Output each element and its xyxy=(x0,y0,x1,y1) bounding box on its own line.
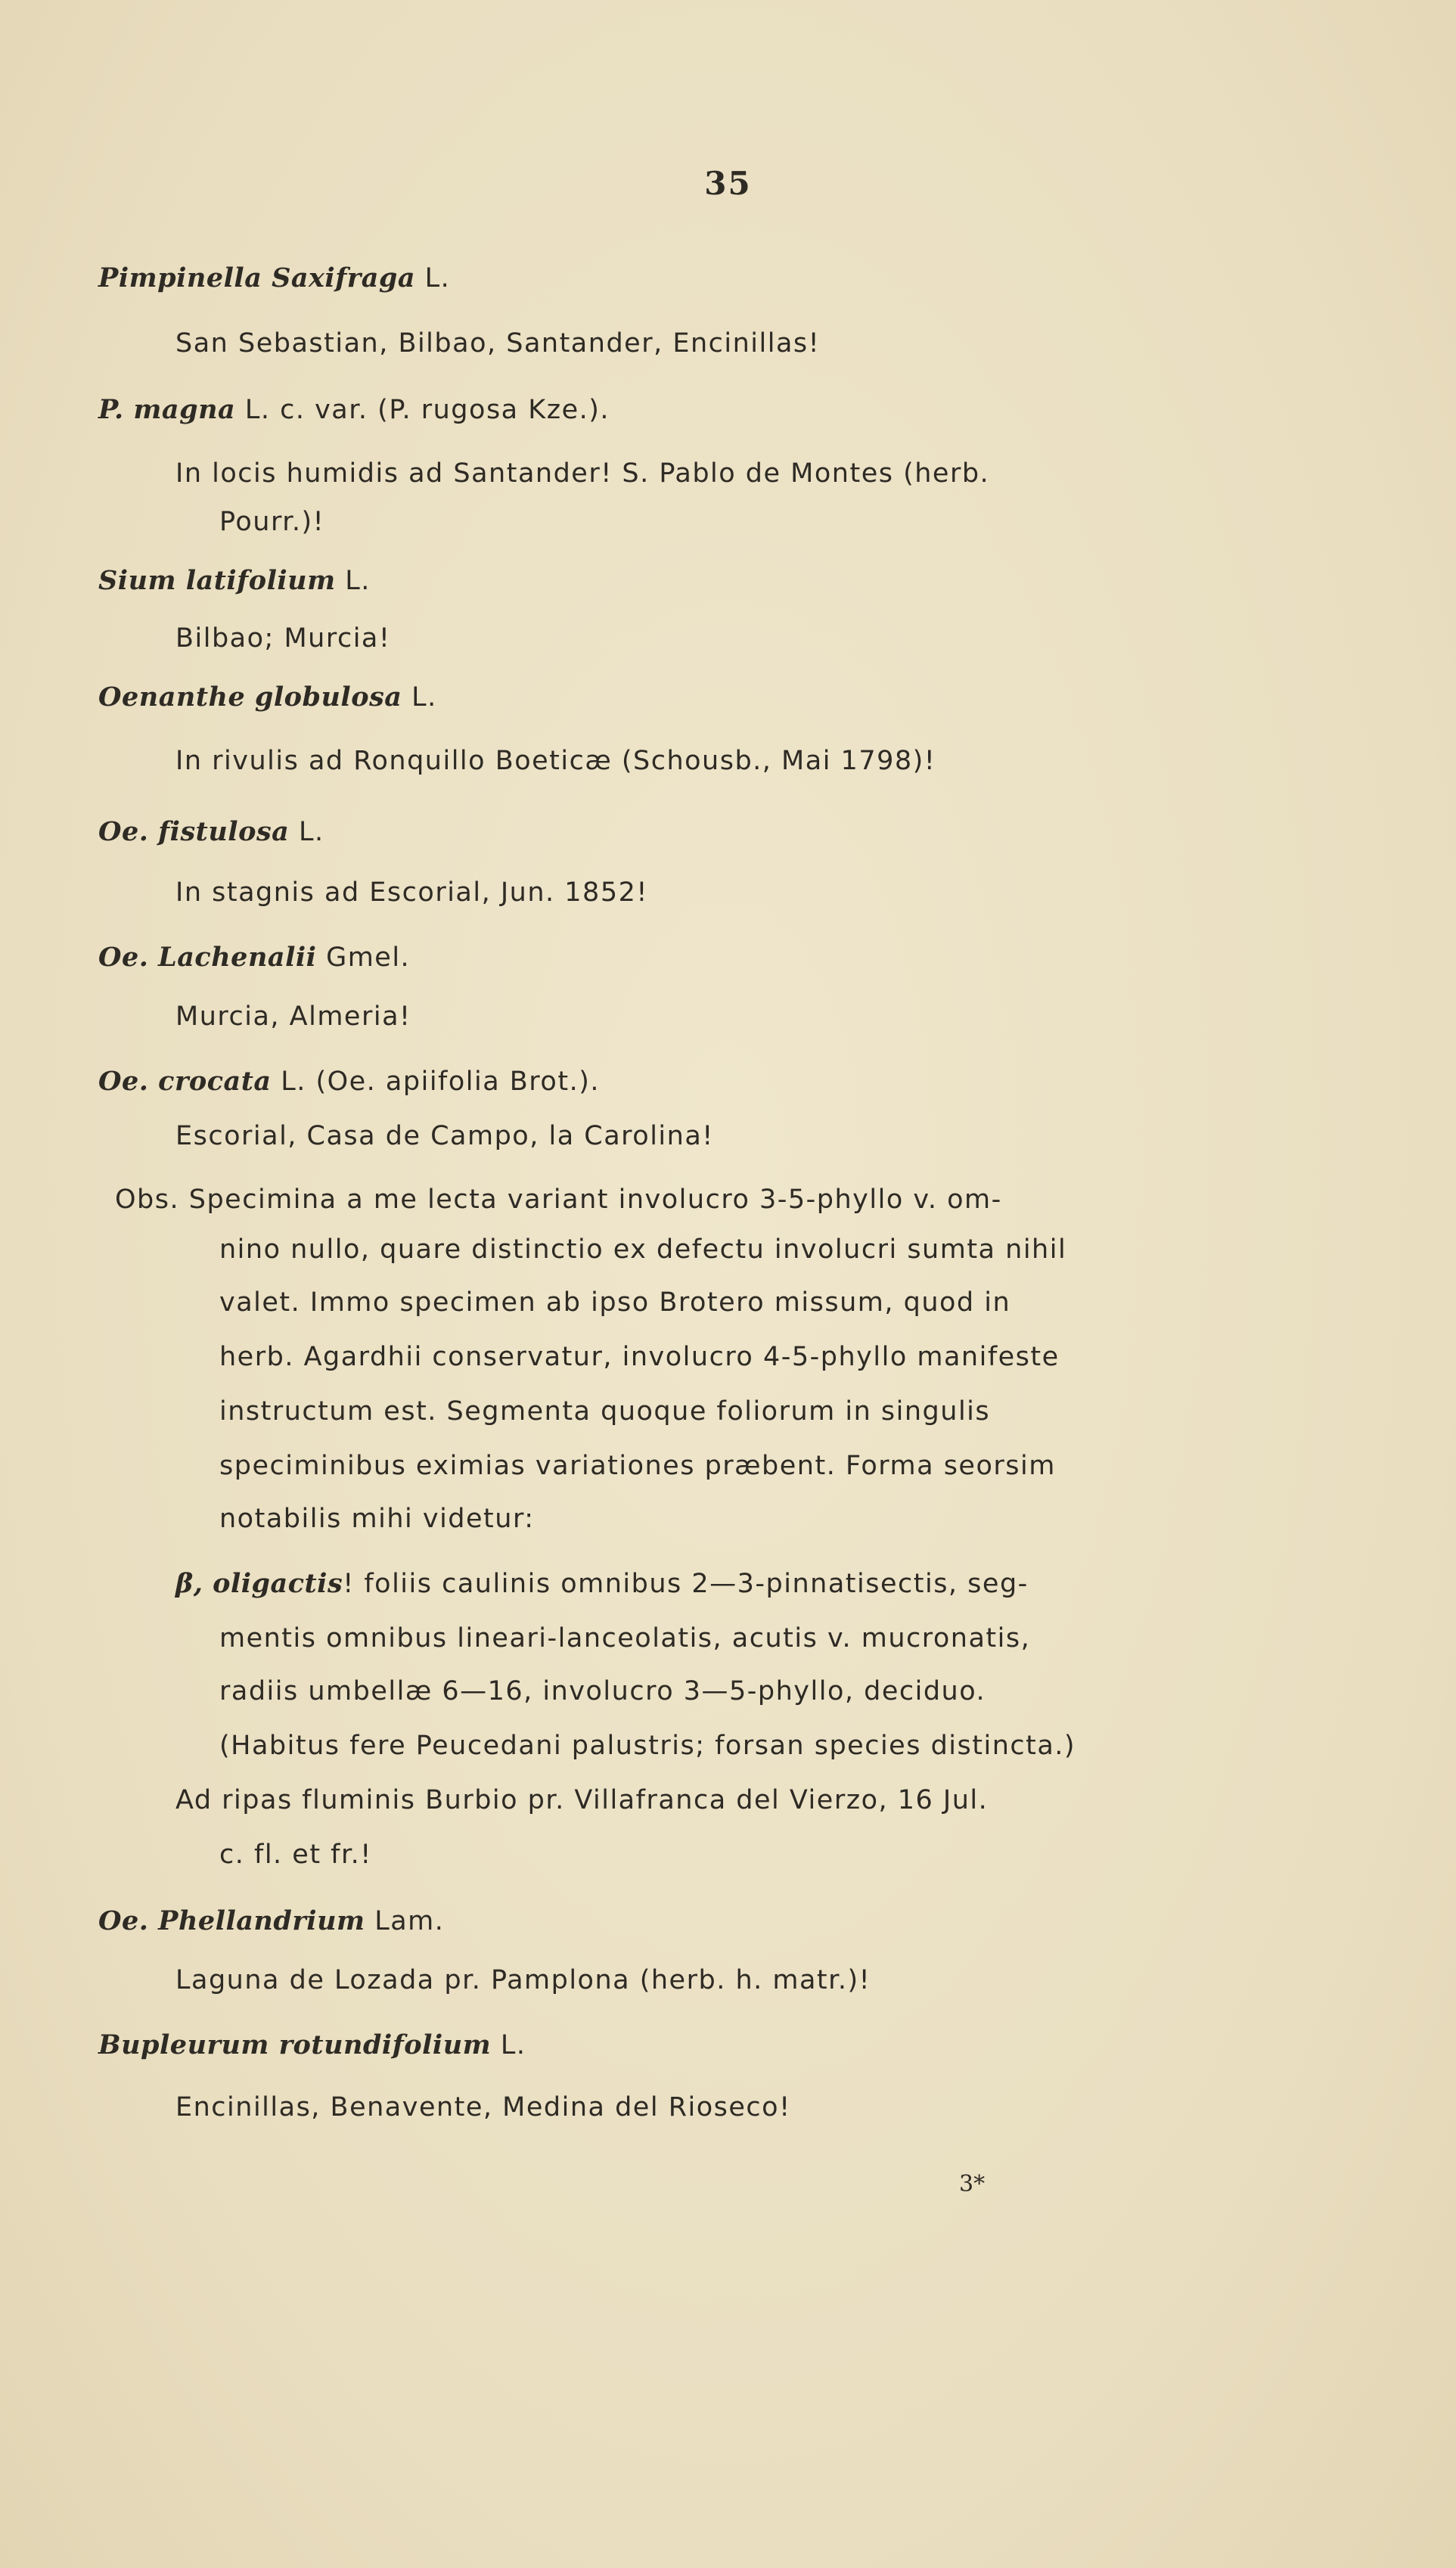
entry-locality: Escorial, Casa de Campo, la Carolina! xyxy=(175,1121,714,1151)
observation-text: valet. Immo specimen ab ipso Brotero missum, quod in xyxy=(219,1287,1011,1318)
entry-locality: Murcia, Almeria! xyxy=(175,1001,411,1032)
entry-locality: In stagnis ad Escorial, Jun. 1852! xyxy=(175,877,648,908)
entry-heading: Oe. Lachenalii Gmel. xyxy=(98,942,411,973)
observation-text: notabilis mihi videtur: xyxy=(219,1504,535,1534)
entry-heading: Pimpinella Saxifraga L. xyxy=(98,262,451,293)
variety-locality: c. fl. et fr.! xyxy=(219,1840,372,1870)
entry-heading: Sium latifolium L. xyxy=(98,565,371,596)
observation-text: nino nullo, quare distinctio ex defectu involucri sumta nihil xyxy=(219,1234,1067,1265)
entry-heading: Oe. Phellandrium Lam. xyxy=(98,1905,445,1936)
entry-locality: Encinillas, Benavente, Medina del Rioseco! xyxy=(175,2092,791,2122)
variety-description: (Habitus fere Peucedani palustris; forsan species distincta.) xyxy=(219,1731,1076,1761)
page-number: 35 xyxy=(704,165,752,202)
entry-locality: In rivulis ad Ronquillo Boeticæ (Schousb., Mai 1798)! xyxy=(175,746,936,776)
observation-text: speciminibus eximias variationes præbent. Forma seorsim xyxy=(219,1451,1056,1481)
entry-locality: Pourr.)! xyxy=(219,507,325,537)
variety-description: β, oligactis! foliis caulinis omnibus 2—3-pinnatisectis, seg- xyxy=(175,1568,1029,1599)
entry-locality: San Sebastian, Bilbao, Santander, Encinillas! xyxy=(175,328,821,359)
observation-text: Obs. Specimina a me lecta variant involucro 3-5-phyllo v. om- xyxy=(115,1185,1002,1215)
observation-text: herb. Agardhii conservatur, involucro 4-5-phyllo manifeste xyxy=(219,1342,1060,1372)
entry-heading: Bupleurum rotundifolium L. xyxy=(98,2029,526,2060)
signature-mark: 3* xyxy=(959,2171,986,2197)
variety-description: radiis umbellæ 6—16, involucro 3—5-phyllo, deciduo. xyxy=(219,1676,986,1706)
entry-heading: Oenanthe globulosa L. xyxy=(98,682,437,713)
entry-heading: P. magna L. c. var. (P. rugosa Kze.). xyxy=(98,394,610,425)
variety-description: mentis omnibus lineari-lanceolatis, acutis v. mucronatis, xyxy=(219,1623,1031,1654)
observation-text: instructum est. Segmenta quoque foliorum in singulis xyxy=(219,1396,991,1427)
entry-locality: Bilbao; Murcia! xyxy=(175,623,391,654)
entry-locality: Laguna de Lozada pr. Pamplona (herb. h. matr.)! xyxy=(175,1965,871,1995)
entry-heading: Oe. fistulosa L. xyxy=(98,816,324,847)
entry-heading: Oe. crocata L. (Oe. apiifolia Brot.). xyxy=(98,1066,600,1097)
variety-locality: Ad ripas fluminis Burbio pr. Villafranca del Vierzo, 16 Jul. xyxy=(175,1785,989,1815)
entry-locality: In locis humidis ad Santander! S. Pablo de Montes (herb. xyxy=(175,458,990,489)
